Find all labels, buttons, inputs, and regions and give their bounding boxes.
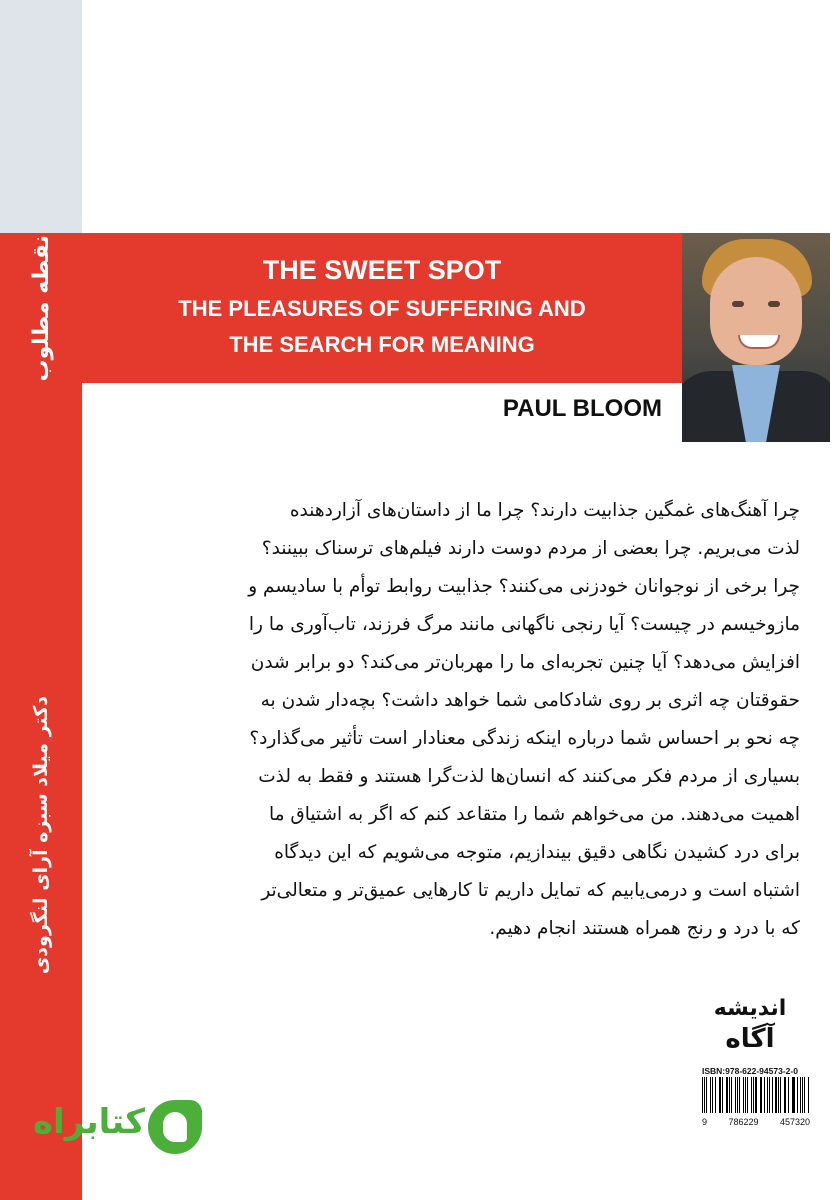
publisher-logo xyxy=(690,990,810,1058)
barcode-bar xyxy=(785,1077,786,1113)
barcode-bar xyxy=(747,1077,748,1113)
blurb-line: اهمیت می‌دهند. من می‌خواهم شما را متقاعد کنم که اگر به اشتیاق ما xyxy=(268,804,800,825)
book-subtitle-line2: THE SEARCH FOR MEANING xyxy=(229,332,535,357)
book-blurb xyxy=(118,492,800,948)
blurb-line: حقوقتان چه اثری بر روی شادکامی شما خواهد داشت؟ بچه‌دار شدن به xyxy=(260,690,800,711)
barcode-bar xyxy=(755,1077,756,1113)
barcode-bar xyxy=(780,1077,781,1113)
ketabrah-wordmark: کتابراه xyxy=(32,1102,146,1142)
barcode-digits-left: 786229 xyxy=(728,1117,759,1127)
barcode-bar xyxy=(722,1077,723,1113)
blurb-line: بسیاری از مردم فکر می‌کنند که انسان‌ها لذت‌گرا هستند و فقط به لذت xyxy=(258,766,800,787)
blurb-line: مازوخیسم در چیست؟ آیا رنجی ناگهانی مانند مرگ فرزند، تاب‌آوری ما را xyxy=(248,614,800,635)
barcode-digits xyxy=(702,1117,810,1127)
barcode-bar xyxy=(710,1077,711,1113)
blurb-line: چه نحو بر احساس شما درباره اینکه زندگی معنادار است تأثیر می‌گذارد؟ xyxy=(249,728,800,749)
barcode-bar xyxy=(702,1077,703,1113)
barcode-bar xyxy=(793,1077,794,1113)
ketabrah-logo-icon xyxy=(148,1100,202,1154)
barcode-bar xyxy=(775,1077,776,1113)
barcode-digits-right: 457320 xyxy=(779,1117,810,1127)
barcode-bar xyxy=(767,1077,768,1113)
spine-translator-text: دکتر میلاد سبزه آرای لنگرودی xyxy=(30,695,52,975)
barcode-digit-first: 9 xyxy=(702,1117,708,1127)
barcode-bar xyxy=(808,1077,809,1113)
blurb-line: لذت می‌بریم. چرا بعضی از مردم دوست دارند فیلم‌های ترسناک ببینند؟ xyxy=(261,538,800,559)
barcode-bar xyxy=(715,1077,716,1113)
author-photo xyxy=(682,233,830,442)
barcode-bar xyxy=(735,1077,736,1113)
author-name: PAUL BLOOM xyxy=(502,395,662,422)
blurb-line: چرا آهنگ‌های غمگین جذابیت دارند؟ چرا ما از داستان‌های آزاردهنده xyxy=(289,500,800,521)
book-subtitle-line1: THE PLEASURES OF SUFFERING AND xyxy=(178,296,586,321)
isbn-barcode xyxy=(702,1077,810,1119)
author-photo-eye xyxy=(768,301,780,307)
barcode-bar xyxy=(739,1077,740,1113)
title-banner xyxy=(82,233,682,383)
barcode-bar xyxy=(800,1077,801,1113)
barcode-bar xyxy=(726,1077,727,1113)
ketabrah-watermark xyxy=(30,1092,210,1162)
spine-top-band xyxy=(0,0,82,233)
blurb-line: چرا برخی از نوجوانان خودزنی می‌کنند؟ جذابیت روابط توأم با سادیسم و xyxy=(248,576,800,597)
blurb-line: برای درد کشیدن نگاهی دقیق بیندازیم، متوجه می‌شویم که این دیدگاه xyxy=(274,842,800,863)
spine-title-text: نقطه مطلوب xyxy=(28,234,54,382)
blurb-line: که با درد و رنج همراه هستند انجام دهیم. xyxy=(489,918,800,939)
spine-translator xyxy=(0,690,82,980)
publisher-logo-line1: اندیشه xyxy=(713,996,787,1021)
author-photo-eye xyxy=(732,301,744,307)
book-title: THE SWEET SPOT xyxy=(262,255,502,285)
spine-title xyxy=(0,233,82,383)
blurb-line: اشتباه است و درمی‌یابیم که تمایل داریم تا کارهایی عمیق‌تر و متعالی‌تر xyxy=(261,880,800,901)
isbn-label: ISBN:978-622-94573-2-0 xyxy=(702,1066,798,1076)
blurb-line: افزایش می‌دهد؟ آیا چنین تجربه‌ای ما را مهربان‌تر می‌کند؟ دو برابر شدن xyxy=(250,652,800,673)
barcode-bar xyxy=(760,1077,761,1113)
publisher-logo-line2: آگاه xyxy=(725,1024,775,1054)
